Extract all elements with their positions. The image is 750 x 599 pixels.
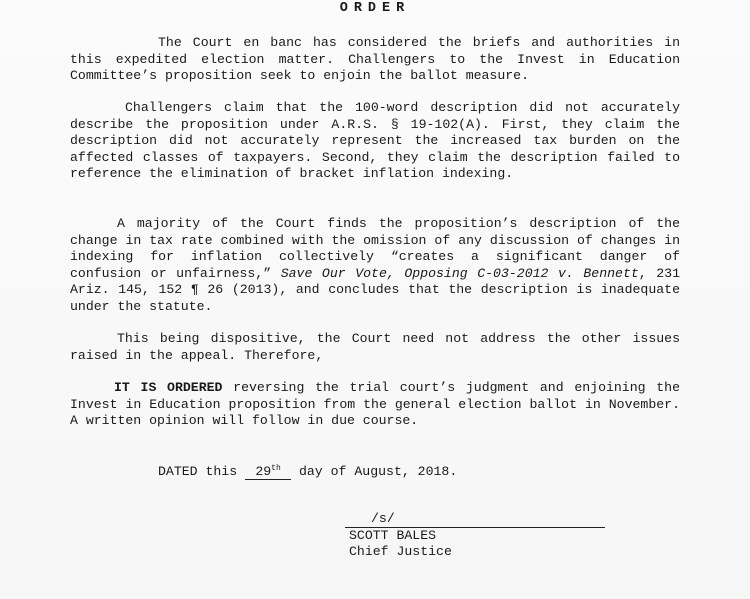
paragraph-dispositive: This being dispositive, the Court need not address the other issues raised in the appeal. Therefore,: [70, 331, 680, 363]
paragraph-intro: The Court en banc has considered the briefs and authorities in this expedited election matter. Challengers to the Invest in Education Committee’s proposition seek to enjoin the ballot measure.: [70, 35, 680, 83]
paragraph-order: [70, 380, 680, 430]
signature-mark: /s/: [371, 511, 395, 526]
dated-day: [245, 462, 291, 480]
signature-line: [345, 511, 605, 528]
dated-day-suffix: th: [271, 464, 281, 473]
dated-prefix: DATED this: [158, 464, 246, 479]
finding-conclusion: , 231 Ariz. 145, 152 ¶ 26 (2013), and concludes that the description is inadequate under the statute.: [70, 265, 680, 314]
dated-day-number: 29: [255, 464, 272, 479]
case-citation: Save Our Vote, Opposing C-03-2012 v. Bennett: [280, 265, 639, 281]
dated-suffix: day of August, 2018.: [291, 464, 458, 479]
order-text: reversing the trial court’s judgment and enjoining the Invest in Education proposition from the general election ballot in November. A written opinion will follow in due course.: [70, 380, 680, 428]
signatory-title: Chief Justice: [349, 544, 452, 559]
order-phrase: IT IS ORDERED: [114, 380, 223, 395]
paragraph-claims: Challengers claim that the 100-word description did not accurately describe the proposition under A.R.S. § 19-102(A). First, they claim the description did not accurately represent the increased tax burden on the affected classes of taxpayers. Second, they claim the description failed to reference the elimination of bracket inflation indexing.: [70, 100, 680, 181]
finding-text: A majority of the Court finds the proposition’s description of the change in tax rate combined with the omission of any discussion of changes in indexing for inflation collectively “creates a significant danger of confusion or unfairness,”: [70, 216, 680, 281]
signatory-name: SCOTT BALES: [349, 528, 437, 543]
paragraph-majority-finding: [70, 216, 680, 315]
document-heading: ORDER: [339, 1, 411, 16]
dated-line: [158, 462, 457, 481]
